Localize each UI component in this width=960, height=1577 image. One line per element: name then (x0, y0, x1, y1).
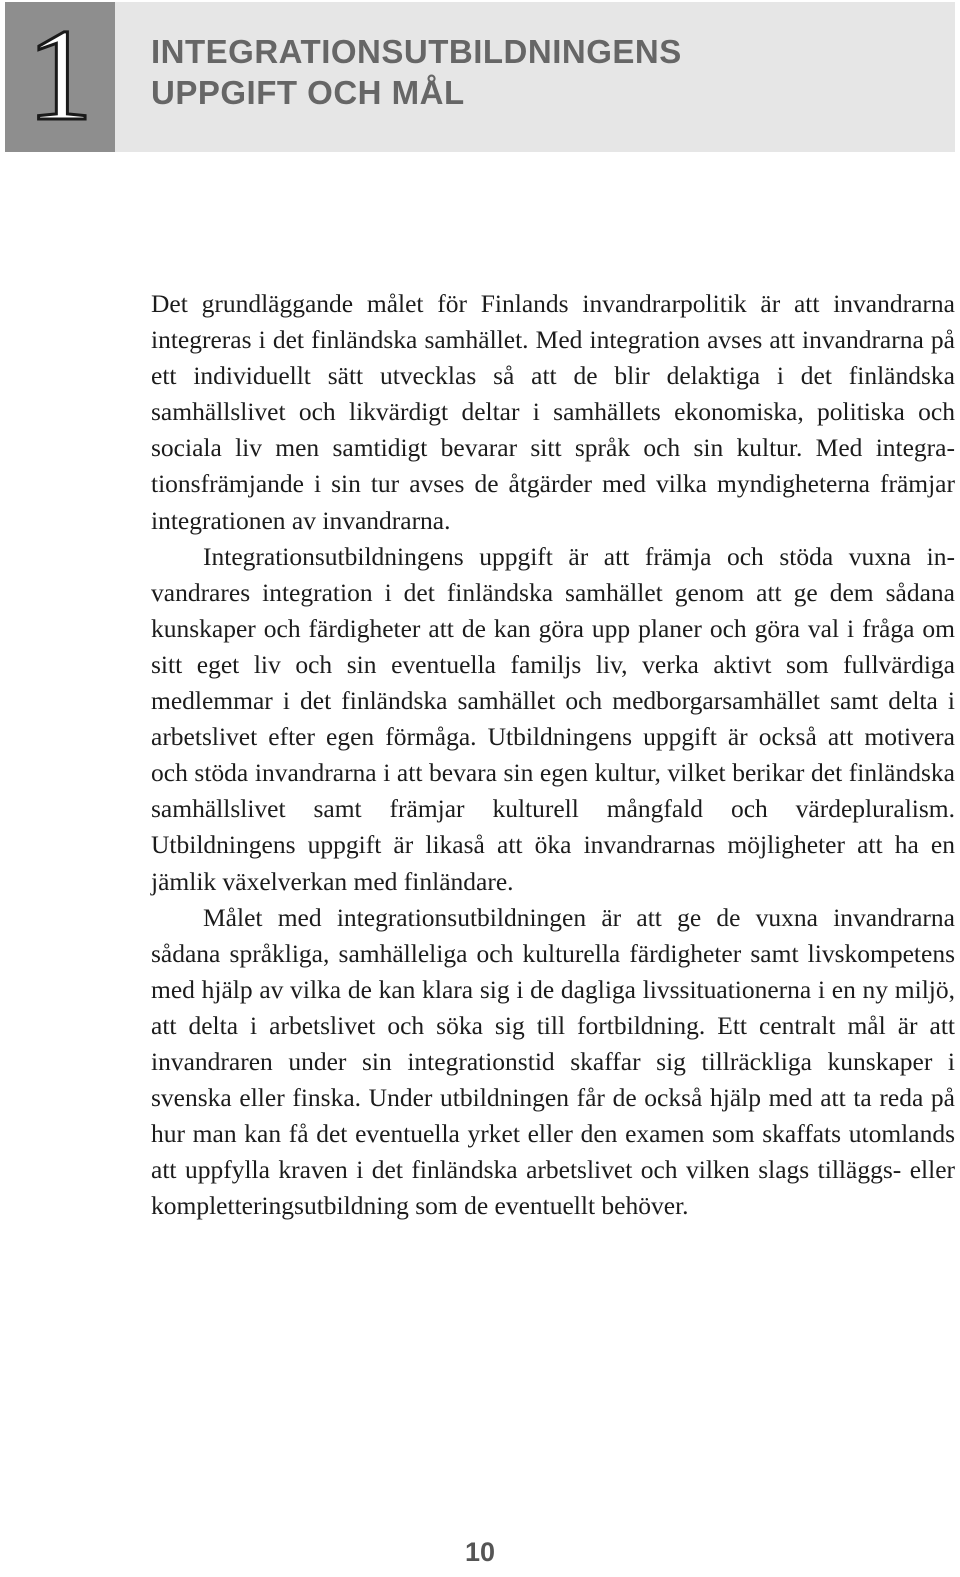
paragraph: Målet med integrationsutbildningen är att ge de vuxna invandrarna sådana språkliga, samhälleliga och kulturella färdigheter samt livskompetens med hjälp av vilka de kan klara sig i de dagliga livssituationerna i en ny miljö, att delta i arbetslivet och söka sig till fortbildning. Ett centralt mål är att invandraren under sin integrationstid skaffar sig tillräckliga kunskaper i svenska eller finska. Under utbildningen får de också hjälp med att ta reda på hur man kan få det eventuella yrket eller den examen som skaffats utomlands att uppfylla kraven i det finländska arbetslivet och vilken slags tilläggs- eller kompletteringsutbildning som de eventuellt behöver. (151, 902, 955, 1221)
chapter-title-line-1: INTEGRATIONSUTBILDNINGENS (151, 33, 682, 70)
page-number: 10 (464, 1537, 496, 1567)
paragraph: Integrationsutbildningens uppgift är att främja och stöda vuxna invandrares integration i det finländska samhället genom att ge dem sådana kunskaper och färdigheter att de kan göra upp planer och göra val i fråga om sitt eget liv och sin eventuella familjs liv, verka aktivt som fullvärdiga medlemmar i det finländska samhället och medborgarsamhället samt delta i arbetslivet efter egen förmåga. Utbildningens uppgift är också att motivera och stöda invandrarna i att bevara sin egen kultur, vilket berikar det finländska samhällslivet samt främjar kulturell mångfald och värdepluralism. Utbildningens uppgift är likaså att öka invandrarnas möjligheter att ha en jämlik växelverkan med finländare. (151, 541, 955, 896)
body-text (151, 286, 955, 1224)
chapter-number: 1 (27, 1, 93, 148)
paragraph: Det grundläggande målet för Finlands invandrarpolitik är att invandrarna integreras i det finländska samhället. Med integration avses att invandrarna på ett individuellt sätt utvecklas så att de blir delaktiga i det finländska samhällslivet och likvärdigt deltar i samhällets ekonomiska, politiska och sociala liv men samtidigt bevarar sitt språk och sin kultur. Med integrationsfrämjande i sin tur avses de åtgärder med vilka myndigheterna främjar integrationen av invandrarna. (151, 289, 955, 535)
chapter-title (151, 31, 941, 113)
chapter-title-line-2: UPPGIFT OCH MÅL (151, 74, 465, 111)
